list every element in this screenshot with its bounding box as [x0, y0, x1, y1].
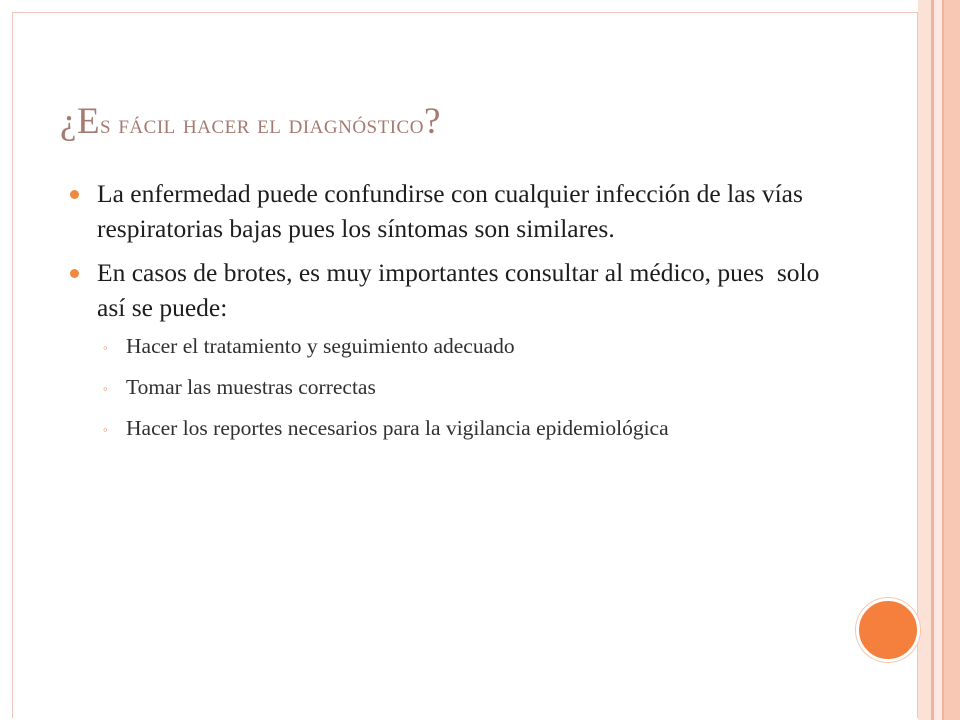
bullet-list: [70, 176, 830, 456]
bullet-item: [70, 255, 830, 441]
bullet-text: La enfermedad puede confundirse con cualquier infección de las vías respiratorias bajas pues los síntomas son similares.: [97, 179, 803, 243]
accent-circle: [856, 598, 920, 662]
title-smallcaps-text: s fácil hacer el diagnóstico: [100, 109, 424, 139]
side-band: [934, 0, 942, 720]
sub-bullet-item: [97, 374, 830, 400]
title-question-mark: ?: [423, 101, 441, 142]
sub-bullet-text: Tomar las muestras correctas: [126, 375, 376, 399]
sub-bullet-icon: ◦: [103, 340, 108, 355]
side-band: [944, 0, 960, 720]
title-capital-letter: E: [76, 101, 101, 142]
bullet-dot-icon: [70, 190, 79, 199]
sub-bullet-item: [97, 415, 830, 441]
bullet-item: [70, 176, 830, 246]
sub-bullet-text: Hacer el tratamiento y seguimiento adecuado: [126, 334, 515, 358]
side-band: [918, 0, 931, 720]
bullet-text: En casos de brotes, es muy importantes consultar al médico, pues solo así se puede:: [97, 258, 826, 322]
bullet-dot-icon: [70, 269, 79, 278]
sub-bullet-item: [97, 333, 830, 359]
sub-bullet-list: [97, 333, 830, 441]
sub-bullet-icon: ◦: [103, 381, 108, 396]
sub-bullet-icon: ◦: [103, 422, 108, 437]
title-inverted-question: ¿: [60, 101, 77, 142]
slide-title: [60, 100, 880, 143]
sub-bullet-text: Hacer los reportes necesarios para la vigilancia epidemiológica: [126, 416, 669, 440]
